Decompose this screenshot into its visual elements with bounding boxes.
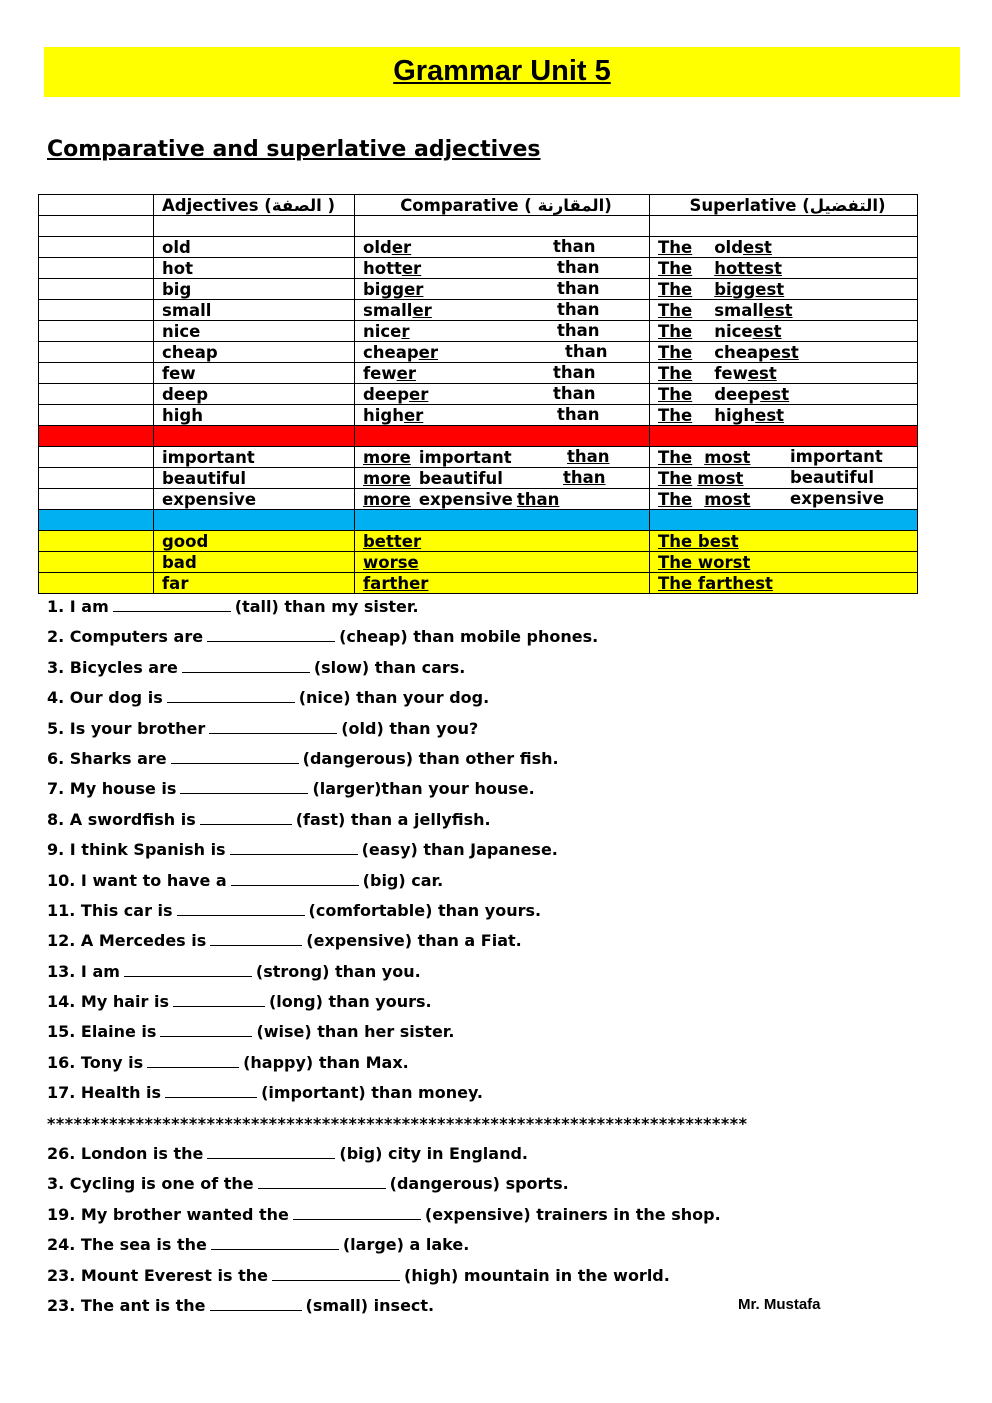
superlative-the: The bbox=[658, 279, 693, 299]
exercise-item bbox=[47, 748, 947, 778]
answer-blank[interactable] bbox=[124, 961, 252, 977]
superlative-the: The bbox=[658, 258, 693, 278]
table-row bbox=[39, 258, 918, 279]
table-row bbox=[39, 405, 918, 426]
table-cell bbox=[39, 405, 154, 426]
table-cell bbox=[39, 195, 154, 216]
comparative-suffix: er bbox=[412, 300, 432, 320]
adjective-base: deep bbox=[162, 384, 209, 404]
exercise-item bbox=[47, 1143, 947, 1173]
comparative-base: high bbox=[363, 405, 404, 425]
table-row bbox=[39, 342, 918, 363]
answer-blank[interactable] bbox=[211, 1234, 339, 1250]
exercise-item bbox=[47, 1052, 947, 1082]
table-cell bbox=[650, 468, 918, 489]
adjective-base: bad bbox=[162, 552, 197, 572]
table-cell bbox=[154, 426, 355, 447]
table-cell bbox=[39, 489, 154, 510]
table-header-row bbox=[39, 195, 918, 216]
table-cell bbox=[650, 573, 918, 594]
than-word: than bbox=[516, 489, 560, 509]
adjective-base: beautiful bbox=[162, 468, 247, 488]
table-cell bbox=[650, 489, 918, 510]
exercise-prompt: 2. Computers are bbox=[47, 627, 204, 647]
table-cell bbox=[355, 300, 650, 321]
exercise-prompt: 16. Tony is bbox=[47, 1052, 144, 1072]
exercise-prompt: 7. My house is bbox=[47, 779, 177, 799]
adjective-base: big bbox=[162, 279, 192, 299]
exercise-prompt: 14. My hair is bbox=[47, 992, 169, 1012]
exercise-hint: (tall) than my sister. bbox=[234, 597, 419, 616]
answer-blank[interactable] bbox=[173, 991, 265, 1007]
answer-blank[interactable] bbox=[258, 1173, 386, 1189]
comparative-irregular: better bbox=[363, 531, 422, 551]
table-cell bbox=[355, 363, 650, 384]
exercise-item bbox=[47, 1204, 947, 1234]
exercise-prompt: 12. A Mercedes is bbox=[47, 931, 207, 951]
exercise-prompt: 11. This car is bbox=[47, 900, 173, 920]
exercise-item bbox=[47, 1265, 947, 1295]
adjective-base: old bbox=[162, 237, 191, 257]
table-cell bbox=[39, 426, 154, 447]
answer-blank[interactable] bbox=[210, 930, 302, 946]
than-word: than bbox=[553, 384, 596, 403]
table-cell bbox=[154, 363, 355, 384]
superlative-suffix: hottest bbox=[714, 258, 782, 278]
superlative-the: The bbox=[658, 489, 693, 509]
more-word: more bbox=[363, 489, 411, 509]
exercise-item bbox=[47, 839, 947, 869]
adjective-base: good bbox=[162, 531, 209, 551]
adjective-base: cheap bbox=[162, 342, 218, 362]
superlative-the: The bbox=[658, 300, 693, 320]
table-row bbox=[39, 363, 918, 384]
table-row-irregular bbox=[39, 552, 918, 573]
comparative-irregular: worse bbox=[363, 552, 419, 572]
exercise-hint: (happy) than Max. bbox=[243, 1052, 409, 1072]
comparative-suffix: er bbox=[396, 363, 416, 383]
exercise-item bbox=[47, 626, 947, 656]
table-cell bbox=[355, 237, 650, 258]
adjective-base: far bbox=[162, 573, 189, 593]
table-cell bbox=[650, 237, 918, 258]
table-cell bbox=[39, 279, 154, 300]
superlative-the: The bbox=[658, 321, 693, 341]
superlative-suffix: est bbox=[752, 321, 782, 341]
table-cell bbox=[650, 426, 918, 447]
superlative-suffix: biggest bbox=[714, 279, 785, 299]
comparative-base: cheap bbox=[363, 342, 419, 362]
than-word: than bbox=[563, 468, 606, 487]
comparative-word: expensive bbox=[418, 489, 513, 509]
table-cell bbox=[39, 300, 154, 321]
comparative-base: nice bbox=[363, 321, 402, 341]
table-cell bbox=[39, 258, 154, 279]
exercise-prompt: 13. I am bbox=[47, 961, 120, 981]
answer-blank[interactable] bbox=[209, 718, 337, 734]
exercise-prompt: 3. Bicycles are bbox=[47, 657, 178, 677]
table-cell bbox=[154, 237, 355, 258]
divider-row-blue bbox=[39, 510, 918, 531]
superlative-base: small bbox=[714, 300, 764, 320]
exercise-prompt: 24. The sea is the bbox=[47, 1235, 207, 1255]
adjective-base: nice bbox=[162, 321, 201, 341]
answer-blank[interactable] bbox=[180, 778, 308, 794]
adjective-base: small bbox=[162, 300, 212, 320]
table-cell bbox=[650, 552, 918, 573]
table-cell bbox=[39, 573, 154, 594]
exercise-hint: (larger)than your house. bbox=[312, 779, 535, 799]
exercise-item bbox=[47, 1234, 947, 1264]
exercise-prompt: 6. Sharks are bbox=[47, 748, 167, 768]
superlative-word: important bbox=[790, 447, 883, 466]
table-cell bbox=[355, 258, 650, 279]
exercise-item bbox=[47, 718, 947, 748]
than-word: than bbox=[567, 447, 610, 466]
exercise-prompt: 8. A swordfish is bbox=[47, 809, 196, 829]
table-row-irregular bbox=[39, 531, 918, 552]
exercise-hint: (big) city in England. bbox=[339, 1144, 528, 1164]
comparative-base: small bbox=[363, 300, 413, 320]
table-cell bbox=[355, 573, 650, 594]
exercise-item bbox=[47, 1082, 947, 1112]
than-word: than bbox=[557, 279, 600, 298]
adjectives-table bbox=[38, 194, 918, 594]
table-cell bbox=[355, 510, 650, 531]
most-word: most bbox=[704, 447, 751, 467]
more-word: more bbox=[363, 468, 411, 488]
table-cell bbox=[154, 279, 355, 300]
exercise-item bbox=[47, 778, 947, 808]
table-cell bbox=[355, 531, 650, 552]
superlative-word: beautiful bbox=[790, 468, 875, 487]
table-cell bbox=[355, 426, 650, 447]
comparative-suffix: er bbox=[404, 279, 424, 299]
superlative-base: deep bbox=[714, 384, 761, 404]
superlative-suffix: est bbox=[763, 300, 793, 320]
title-banner bbox=[44, 47, 960, 97]
superlative-suffix: est bbox=[760, 384, 790, 404]
exercise-hint: (wise) than her sister. bbox=[256, 1022, 455, 1042]
table-cell bbox=[39, 447, 154, 468]
exercise-hint: (large) a lake. bbox=[342, 1235, 470, 1255]
answer-blank[interactable] bbox=[272, 1265, 400, 1281]
more-word: more bbox=[363, 447, 411, 467]
answer-blank[interactable] bbox=[293, 1204, 421, 1220]
superlative-suffix: est bbox=[747, 363, 777, 383]
exercise-hint: (nice) than your dog. bbox=[298, 688, 490, 708]
table-cell bbox=[650, 342, 918, 363]
superlative-irregular: The farthest bbox=[658, 573, 773, 593]
table-cell bbox=[355, 468, 650, 489]
answer-blank[interactable] bbox=[182, 657, 310, 673]
superlative-base: few bbox=[714, 363, 748, 383]
exercise-item bbox=[47, 1173, 947, 1203]
table-cell bbox=[650, 279, 918, 300]
exercise-item bbox=[47, 991, 947, 1021]
superlative-the: The bbox=[658, 237, 693, 257]
table-cell bbox=[355, 405, 650, 426]
superlative-the: The bbox=[658, 468, 693, 488]
answer-blank[interactable] bbox=[230, 839, 358, 855]
table-cell bbox=[650, 447, 918, 468]
superlative-word: expensive bbox=[790, 489, 885, 508]
table-cell bbox=[154, 258, 355, 279]
section-heading: Comparative and superlative adjectives bbox=[47, 137, 541, 162]
exercise-item bbox=[47, 596, 947, 626]
table-row bbox=[39, 384, 918, 405]
table-cell bbox=[154, 510, 355, 531]
answer-blank[interactable] bbox=[231, 870, 359, 886]
comparative-base: few bbox=[363, 363, 397, 383]
comparative-suffix: er bbox=[391, 237, 412, 257]
comparative-suffix: er bbox=[401, 258, 422, 278]
exercise-prompt: 23. Mount Everest is the bbox=[47, 1265, 268, 1285]
table-cell bbox=[650, 510, 918, 531]
exercise-hint: (small) insect. bbox=[305, 1295, 435, 1315]
comparative-suffix: er bbox=[409, 384, 429, 404]
comparative-suffix: r bbox=[401, 321, 410, 341]
superlative-base: high bbox=[714, 405, 756, 425]
separator-line: ******************************************************************************* bbox=[47, 1113, 748, 1133]
comparative-base: hott bbox=[363, 258, 402, 278]
adjective-base: expensive bbox=[162, 489, 257, 509]
table-cell bbox=[154, 405, 355, 426]
table-cell bbox=[154, 384, 355, 405]
answer-blank[interactable] bbox=[210, 1295, 302, 1311]
answer-blank[interactable] bbox=[113, 596, 231, 612]
table-row bbox=[39, 300, 918, 321]
exercise-item bbox=[47, 961, 947, 991]
table-cell bbox=[39, 384, 154, 405]
table-cell bbox=[355, 342, 650, 363]
superlative-the: The bbox=[658, 447, 693, 467]
exercise-prompt: 15. Elaine is bbox=[47, 1022, 157, 1042]
superlative-irregular: The worst bbox=[658, 552, 751, 572]
superlative-suffix: est bbox=[755, 405, 785, 425]
table-cell bbox=[650, 258, 918, 279]
header-adjectives: Adjectives (الصفة ) bbox=[154, 195, 355, 216]
table-cell bbox=[154, 468, 355, 489]
answer-blank[interactable] bbox=[171, 748, 299, 764]
adjective-base: important bbox=[162, 447, 255, 467]
table-row-irregular bbox=[39, 573, 918, 594]
comparative-suffix: er bbox=[403, 405, 424, 425]
exercise-prompt: 3. Cycling is one of the bbox=[47, 1174, 254, 1194]
table-cell bbox=[39, 468, 154, 489]
exercise-item bbox=[47, 809, 947, 839]
than-word: than bbox=[553, 237, 596, 256]
answer-blank[interactable] bbox=[177, 900, 305, 916]
exercise-prompt: 19. My brother wanted the bbox=[47, 1204, 289, 1224]
table-row bbox=[39, 279, 918, 300]
adjective-base: high bbox=[162, 405, 203, 425]
table-cell bbox=[355, 447, 650, 468]
table-cell bbox=[650, 405, 918, 426]
exercise-hint: (important) than money. bbox=[261, 1083, 483, 1103]
than-word: than bbox=[557, 300, 600, 319]
than-word: than bbox=[557, 321, 600, 340]
exercise-prompt: 23. The ant is the bbox=[47, 1295, 206, 1315]
answer-blank[interactable] bbox=[207, 626, 335, 642]
table-cell bbox=[39, 237, 154, 258]
table-cell bbox=[39, 321, 154, 342]
exercise-prompt: 26. London is the bbox=[47, 1144, 204, 1164]
exercise-hint: (slow) than cars. bbox=[313, 657, 466, 677]
comparative-base: old bbox=[363, 237, 392, 257]
table-cell bbox=[154, 447, 355, 468]
exercise-hint: (expensive) than a Fiat. bbox=[306, 931, 522, 951]
table-cell bbox=[355, 552, 650, 573]
table-cell bbox=[39, 510, 154, 531]
answer-blank[interactable] bbox=[147, 1052, 239, 1068]
table-cell bbox=[39, 342, 154, 363]
exercise-hint: (long) than yours. bbox=[268, 992, 432, 1012]
exercise-prompt: 4. Our dog is bbox=[47, 688, 163, 708]
divider-row-red bbox=[39, 426, 918, 447]
exercise-hint: (easy) than Japanese. bbox=[361, 840, 558, 860]
comparative-base: bigg bbox=[363, 279, 405, 299]
table-cell bbox=[650, 384, 918, 405]
exercise-hint: (comfortable) than yours. bbox=[308, 900, 542, 920]
exercise-hint: (old) than you? bbox=[341, 718, 479, 738]
exercise-hint: (big) car. bbox=[362, 870, 444, 890]
exercise-item bbox=[47, 1021, 947, 1051]
exercise-prompt: 5. Is your brother bbox=[47, 718, 206, 738]
superlative-the: The bbox=[658, 405, 693, 425]
exercise-item bbox=[47, 657, 947, 687]
header-comparative: Comparative ( المقارنة) bbox=[355, 195, 650, 216]
table-cell bbox=[650, 300, 918, 321]
than-word: than bbox=[557, 405, 600, 424]
table-row bbox=[39, 237, 918, 258]
table-cell bbox=[154, 531, 355, 552]
table-cell bbox=[154, 300, 355, 321]
exercise-hint: (dangerous) sports. bbox=[389, 1174, 569, 1194]
table-cell bbox=[650, 531, 918, 552]
adjective-base: hot bbox=[162, 258, 193, 278]
exercise-hint: (high) mountain in the world. bbox=[404, 1265, 670, 1285]
exercise-item bbox=[47, 870, 947, 900]
exercise-hint: (strong) than you. bbox=[255, 961, 421, 981]
exercise-hint: (fast) than a jellyfish. bbox=[295, 809, 491, 829]
answer-blank[interactable] bbox=[167, 687, 295, 703]
header-superlative: Superlative (التفضيل) bbox=[650, 195, 918, 216]
comparative-irregular: farther bbox=[363, 573, 429, 593]
superlative-suffix: est bbox=[743, 237, 772, 257]
superlative-the: The bbox=[658, 384, 693, 404]
than-word: than bbox=[565, 342, 608, 361]
comparative-suffix: er bbox=[418, 342, 438, 362]
table-cell bbox=[355, 321, 650, 342]
table-cell bbox=[355, 384, 650, 405]
exercise-prompt: 17. Health is bbox=[47, 1083, 162, 1103]
table-cell bbox=[650, 321, 918, 342]
table-row bbox=[39, 447, 918, 468]
exercise-hint: (cheap) than mobile phones. bbox=[339, 627, 599, 647]
table-cell bbox=[154, 573, 355, 594]
exercise-item bbox=[47, 687, 947, 717]
exercise-hint: (expensive) trainers in the shop. bbox=[424, 1204, 721, 1224]
answer-blank[interactable] bbox=[165, 1082, 257, 1098]
comparative-base: deep bbox=[363, 384, 410, 404]
superlative-base: nice bbox=[714, 321, 753, 341]
table-cell bbox=[650, 363, 918, 384]
table-row-empty bbox=[39, 216, 918, 237]
table-cell bbox=[154, 489, 355, 510]
exercise-list bbox=[47, 596, 947, 1325]
table-cell bbox=[39, 531, 154, 552]
table-cell bbox=[39, 552, 154, 573]
superlative-the: The bbox=[658, 342, 693, 362]
table-cell bbox=[154, 342, 355, 363]
superlative-base: cheap bbox=[714, 342, 770, 362]
author-name: Mr. Mustafa bbox=[738, 1296, 821, 1313]
exercise-item bbox=[47, 900, 947, 930]
page-title: Grammar Unit 5 bbox=[393, 55, 611, 87]
table-cell bbox=[154, 552, 355, 573]
comparative-word: beautiful bbox=[418, 468, 503, 488]
exercise-item bbox=[47, 930, 947, 960]
exercise-prompt: 1. I am bbox=[47, 597, 109, 616]
most-word: most bbox=[704, 489, 751, 509]
exercise-prompt: 10. I want to have a bbox=[47, 870, 227, 890]
most-word: most bbox=[697, 468, 744, 488]
than-word: than bbox=[553, 363, 596, 382]
comparative-word: important bbox=[418, 447, 512, 467]
table-cell bbox=[154, 321, 355, 342]
table-row bbox=[39, 468, 918, 489]
answer-blank[interactable] bbox=[160, 1021, 252, 1037]
answer-blank[interactable] bbox=[207, 1143, 335, 1159]
table-cell bbox=[355, 279, 650, 300]
exercise-prompt: 9. I think Spanish is bbox=[47, 840, 226, 860]
superlative-the: The bbox=[658, 363, 693, 383]
table-row bbox=[39, 489, 918, 510]
exercise-hint: (dangerous) than other fish. bbox=[302, 748, 559, 768]
superlative-irregular: The best bbox=[658, 531, 739, 551]
table-cell bbox=[39, 363, 154, 384]
superlative-suffix: est bbox=[769, 342, 799, 362]
adjective-base: few bbox=[162, 363, 196, 383]
than-word: than bbox=[557, 258, 600, 277]
answer-blank[interactable] bbox=[200, 809, 292, 825]
superlative-base: old bbox=[714, 237, 744, 257]
table-row bbox=[39, 321, 918, 342]
table-cell bbox=[355, 489, 650, 510]
